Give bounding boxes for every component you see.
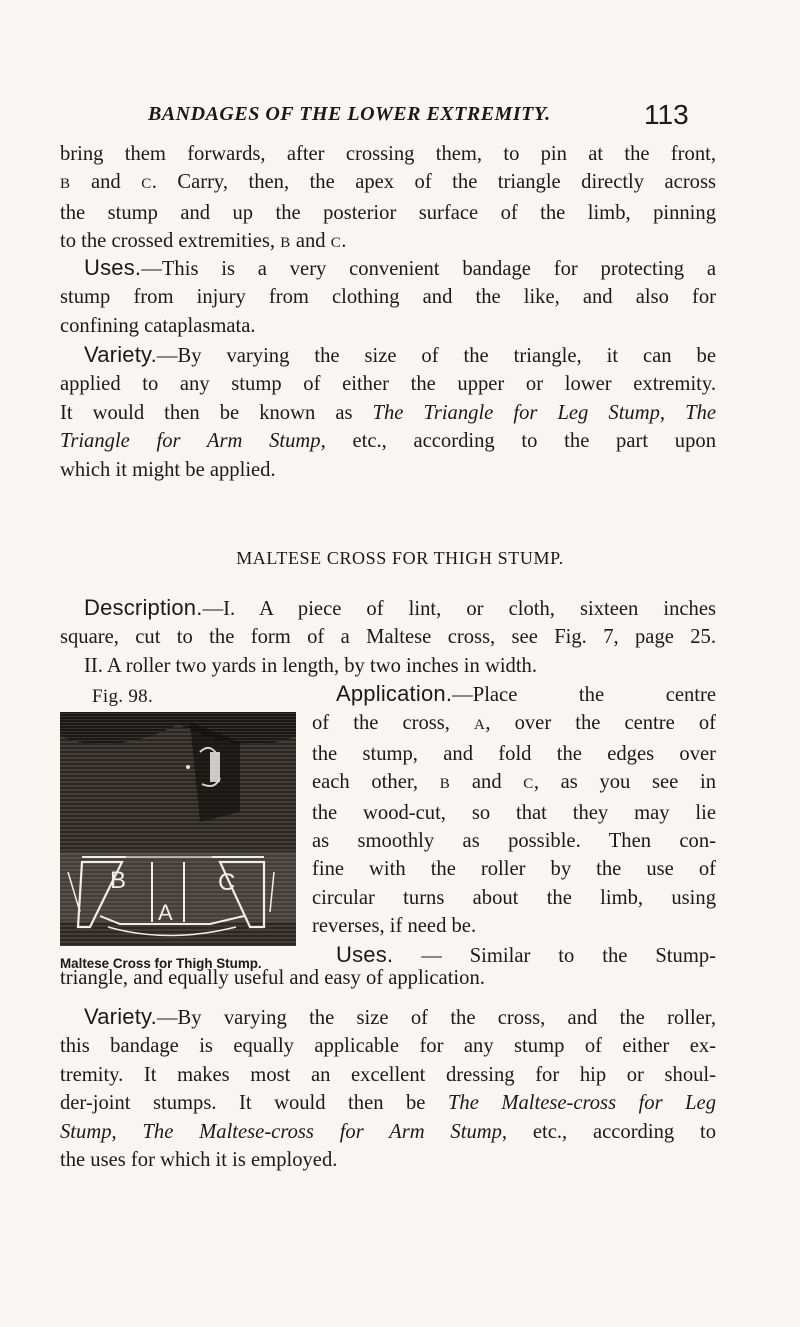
figure-letter-c: C bbox=[218, 869, 236, 896]
text-line: Variety.—By varying the size of the cross, and the roller, bbox=[84, 1004, 716, 1029]
text-line: to the crossed extremities, B and C. bbox=[60, 230, 347, 253]
figure-letter-b: B bbox=[110, 867, 127, 894]
variety-paragraph bbox=[60, 341, 716, 484]
uses-continuation bbox=[60, 964, 716, 992]
variety-paragraph-2 bbox=[60, 1003, 716, 1174]
text-line: as smoothly as possible. Then con- bbox=[312, 830, 716, 853]
text-line: of the cross, A, over the centre of bbox=[312, 712, 717, 735]
text-line: Application.—Place the centre bbox=[336, 681, 716, 706]
text-line: Stump, The Maltese-cross for Arm Stump, etc., according to bbox=[60, 1120, 716, 1143]
text-line: II. A roller two yards in length, by two inches in width. bbox=[84, 654, 538, 677]
uses-heading: Uses. bbox=[84, 255, 142, 280]
description-heading: Description. bbox=[84, 595, 203, 620]
uses-heading: Uses. bbox=[336, 941, 394, 967]
text-line: confining cataplasmata. bbox=[60, 314, 256, 337]
text-line: the stump and up the posterior surface of the limb, pinning bbox=[60, 201, 716, 224]
text-line: B and C. Carry, then, the apex of the triangle directly across bbox=[60, 171, 717, 194]
figure-letter-a: A bbox=[158, 900, 173, 925]
text-line: each other, B and C, as you see in bbox=[312, 771, 716, 794]
text-line: applied to any stump of either the upper or lower extremity. bbox=[60, 373, 716, 396]
page-header bbox=[0, 99, 800, 139]
variety-heading: Variety. bbox=[84, 342, 157, 367]
maltese-cross-figure bbox=[60, 712, 296, 946]
text-line: Variety.—By varying the size of the triangle, it can be bbox=[84, 342, 716, 367]
description-paragraph bbox=[60, 594, 716, 680]
text-line: tremity. It makes most an excellent dressing for hip or shoul- bbox=[60, 1063, 716, 1086]
text-line: the wood-cut, so that they may lie bbox=[312, 801, 716, 824]
intro-paragraph bbox=[60, 140, 716, 258]
text-line: this bandage is equally applicable for any stump of either ex- bbox=[60, 1035, 716, 1058]
text-line: Uses.—This is a very convenient bandage for protecting a bbox=[84, 255, 716, 280]
text-line: Triangle for Arm Stump, etc., according to the part upon bbox=[60, 430, 716, 453]
text-line: fine with the roller by the use of bbox=[312, 858, 716, 881]
uses-paragraph bbox=[60, 254, 716, 340]
variety-heading: Variety. bbox=[84, 1004, 157, 1029]
application-heading: Application. bbox=[336, 681, 453, 706]
text-line: reverses, if need be. bbox=[312, 915, 477, 938]
text-line: which it might be applied. bbox=[60, 458, 276, 481]
application-paragraph bbox=[312, 680, 716, 970]
text-line: stump from injury from clothing and the like, and also for bbox=[60, 286, 716, 309]
figure-caption: Maltese Cross for Thigh Stump. bbox=[60, 956, 262, 971]
maltese-cross-woodcut bbox=[60, 712, 296, 946]
text-line: triangle, and equally useful and easy of application. bbox=[60, 967, 485, 989]
figure-label: Fig. 98. bbox=[92, 686, 153, 707]
section-title: MALTESE CROSS FOR THIGH STUMP. bbox=[236, 548, 564, 568]
text-line: It would then be known as The Triangle for Leg Stump, The bbox=[60, 401, 717, 424]
text-line: the uses for which it is employed. bbox=[60, 1149, 338, 1172]
page-number: 113 bbox=[644, 99, 689, 130]
text-line: square, cut to the form of a Maltese cross, see Fig. 7, page 25. bbox=[60, 626, 716, 649]
text-line: Description.—I. A piece of lint, or cloth, sixteen inches bbox=[84, 595, 716, 620]
text-line: bring them forwards, after crossing them, to pin at the front, bbox=[60, 143, 716, 165]
text-line: der-joint stumps. It would then be The Maltese-cross for Leg bbox=[60, 1092, 716, 1115]
text-line: the stump, and fold the edges over bbox=[312, 742, 716, 765]
text-line: Uses. — Similar to the Stump- bbox=[336, 941, 716, 967]
running-title: BANDAGES OF THE LOWER EXTREMITY. bbox=[148, 103, 551, 125]
text-line: circular turns about the limb, using bbox=[312, 886, 716, 909]
